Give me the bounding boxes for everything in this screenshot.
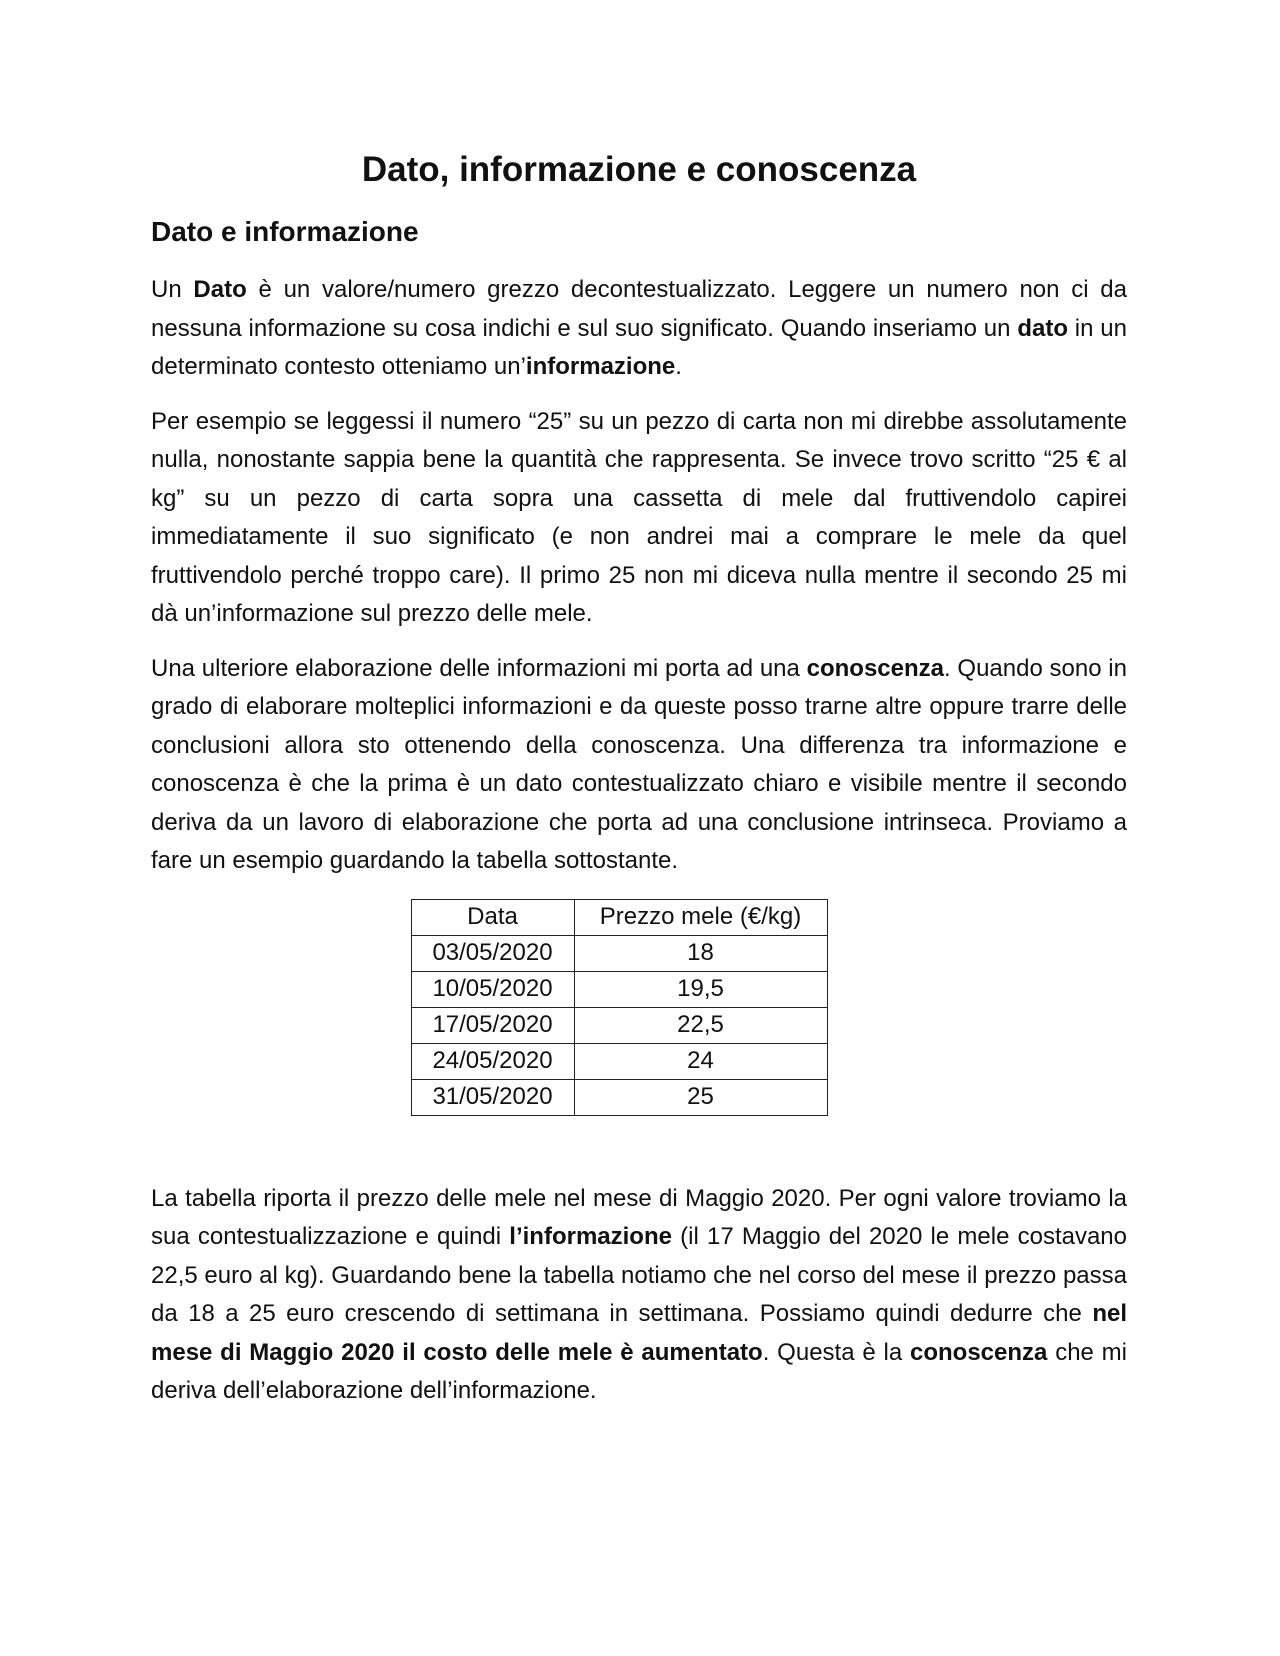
document-title: Dato, informazione e conoscenza xyxy=(361,150,917,189)
text-run: che mi deriva dell’elaborazione dell’informazione. xyxy=(151,1338,1128,1404)
column-header-price: Prezzo mele (€/kg) xyxy=(574,899,827,935)
table-header-row xyxy=(411,899,827,935)
price-cell: 18 xyxy=(574,935,827,971)
table-row xyxy=(411,1043,827,1079)
table-row xyxy=(411,971,827,1007)
bold-term-informazione: informazione xyxy=(525,353,676,380)
bold-term-conoscenza-final: conoscenza xyxy=(910,1338,1048,1366)
text-run: . Quando sono in grado di elaborare molteplici informazioni e da queste posso trarne altre oppure trarre delle conclusioni allora sto ottenendo della conoscenza. Una differenza tra informazione e conoscenza è che la prima è un dato contestualizzato chiaro e visibile mentre il secondo deriva da un lavoro di elaborazione che porta ad una conclusione intrinseca. Proviamo a fare un esempio guardando la tabella sottostante. xyxy=(151,654,1127,874)
paragraph-conoscenza xyxy=(151,650,1127,881)
paragraph-example: Per esempio se leggessi il numero “25” su un pezzo di carta non mi direbbe assolutamente nulla, nonostante sappia bene la quantità che rappresenta. Se invece trovo scritto “25 € al kg” su un pezzo di carta sopra una cassetta di mele dal fruttivendolo capirei immediatamente il suo significato (e non andrei mai a comprare le mele da quel fruttivendolo perché troppo care). Il primo 25 non mi diceva nulla mentre il secondo 25 mi dà un’informazione sul prezzo delle mele. xyxy=(151,407,1127,627)
date-cell: 10/05/2020 xyxy=(411,971,574,1007)
price-cell: 25 xyxy=(574,1079,827,1115)
text-run: Una ulteriore elaborazione delle informazioni mi porta ad una xyxy=(151,654,807,682)
price-table xyxy=(411,899,828,1116)
table-row xyxy=(411,1079,827,1115)
section-heading: Dato e informazione xyxy=(151,216,419,247)
date-cell: 03/05/2020 xyxy=(411,935,574,971)
column-header-date: Data xyxy=(411,899,574,935)
bold-conclusion: nel mese di Maggio 2020 il costo delle mele è aumentato xyxy=(151,1300,1127,1366)
price-cell: 22,5 xyxy=(574,1007,827,1043)
date-cell: 17/05/2020 xyxy=(411,1007,574,1043)
bold-term-informazione-article: l’informazione xyxy=(509,1223,672,1250)
price-table-wrapper xyxy=(151,899,1127,1116)
date-cell: 31/05/2020 xyxy=(411,1079,574,1115)
table-row xyxy=(411,1007,827,1043)
bold-term-dato-lower: dato xyxy=(1017,314,1068,342)
text-run: in un determinato contesto otteniamo un’ xyxy=(151,314,1127,380)
document-page xyxy=(151,150,1127,1427)
date-cell: 24/05/2020 xyxy=(411,1043,574,1079)
table-row xyxy=(411,935,827,971)
text-run: La tabella riporta il prezzo delle mele nel mese di Maggio 2020. Per ogni valore troviamo la sua contestualizzazione e quindi xyxy=(151,1184,1127,1250)
text-run: (il 17 Maggio del 2020 le mele costavano 22,5 euro al kg). Guardando bene la tabella notiamo che nel corso del mese il prezzo passa da 18 a 25 euro crescendo di settimana in settimana. Possiamo quindi dedurre che xyxy=(151,1223,1127,1327)
paragraph-table-analysis xyxy=(151,1180,1127,1411)
text-run: . xyxy=(675,353,682,380)
bold-term-dato: Dato xyxy=(193,276,247,303)
price-cell: 19,5 xyxy=(574,971,827,1007)
paragraph-dato-definition xyxy=(151,271,1127,387)
text-run: è un valore/numero grezzo decontestualizzato. Leggere un numero non ci da nessuna informazione su cosa indichi e sul suo significato. Quando inseriamo un xyxy=(151,276,1127,342)
bold-term-conoscenza: conoscenza xyxy=(806,654,944,682)
price-cell: 24 xyxy=(574,1043,827,1079)
text-run: Un xyxy=(151,276,194,303)
text-run: . Questa è la xyxy=(762,1338,910,1366)
